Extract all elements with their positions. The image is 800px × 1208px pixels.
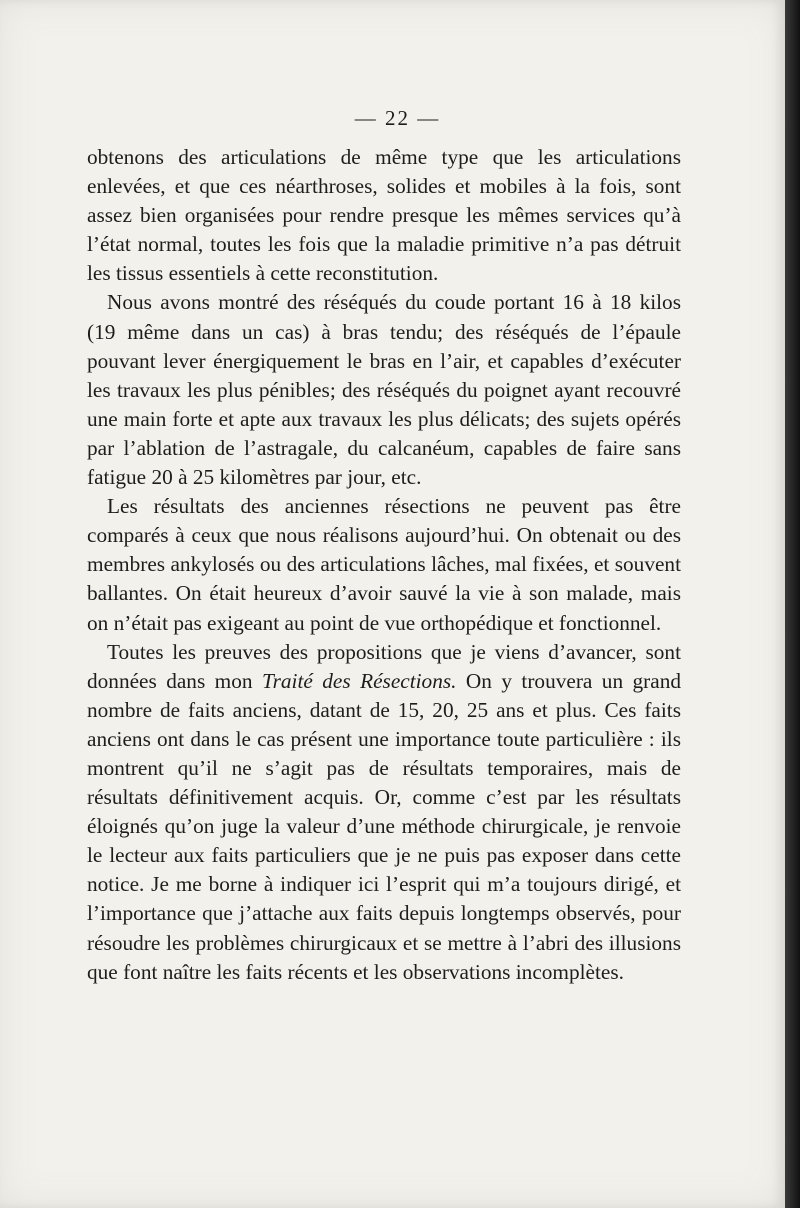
- page-edge-shadow: [785, 0, 800, 1208]
- proofs-text-start: Toutes les preuves des propositions que je viens d’avancer, sont données dans mon: [87, 639, 681, 693]
- page-number: — 22 —: [354, 106, 441, 130]
- paragraph-old-resections: Les résultats des anciennes résections ne peuvent pas être comparés à ceux que nous réalisons aujourd’hui. On obtenait ou des membres ankylosés ou des articulations lâches, mal fixées, et souvent ballantes. On était heureux d’avoir sauvé la vie à son malade, mais on n’était pas exigeant au point de vue orthopédique et fonctionnel.: [87, 494, 681, 635]
- body-text: [87, 143, 681, 987]
- paragraph-proofs: [87, 638, 681, 987]
- book-title-italic: Traité des Résections.: [261, 668, 457, 693]
- paragraph-continuation: obtenons des articulations de même type que les articulations enlevées, et que ces néarthroses, solides et mobiles à la fois, sont assez bien organisées pour rendre presque les mêmes services qu’à l’état normal, toutes les fois que la maladie primitive n’a pas détruit les tissus essentiels à cette reconstitution.: [87, 145, 681, 286]
- paragraph-resection-results: Nous avons montré des réséqués du coude portant 16 à 18 kilos (19 même dans un cas) à bras tendu; des réséqués de l’épaule pouvant lever énergiquement le bras en l’air, et capables d’exécuter les travaux les plus pénibles; des réséqués du poignet ayant recouvré une main forte et apte aux travaux les plus délicats; des sujets opérés par l’ablation de l’astragale, du calcanéum, capables de faire sans fatigue 20 à 25 kilomètres par jour, etc.: [87, 290, 681, 490]
- proofs-text-end: On y trouvera un grand nombre de faits anciens, datant de 15, 20, 25 ans et plus. Ces faits anciens ont dans le cas présent une importance toute particulière : ils montrent qu’il ne s’agit pas de résultats temporaires, mais de résultats définitivement acquis. Or, comme c’est par les résultats éloignés qu’on juge la valeur d’une méthode chirurgicale, je renvoie le lecteur aux faits particuliers que je ne puis pas exposer dans cette notice. Je me borne à indiquer ici l’esprit qui m’a toujours dirigé, et l’importance que j’attache aux faits depuis longtemps observés, pour résoudre les problèmes chirurgicaux et se mettre à l’abri des illusions que font naître les faits récents et les observations incomplètes.: [87, 668, 681, 984]
